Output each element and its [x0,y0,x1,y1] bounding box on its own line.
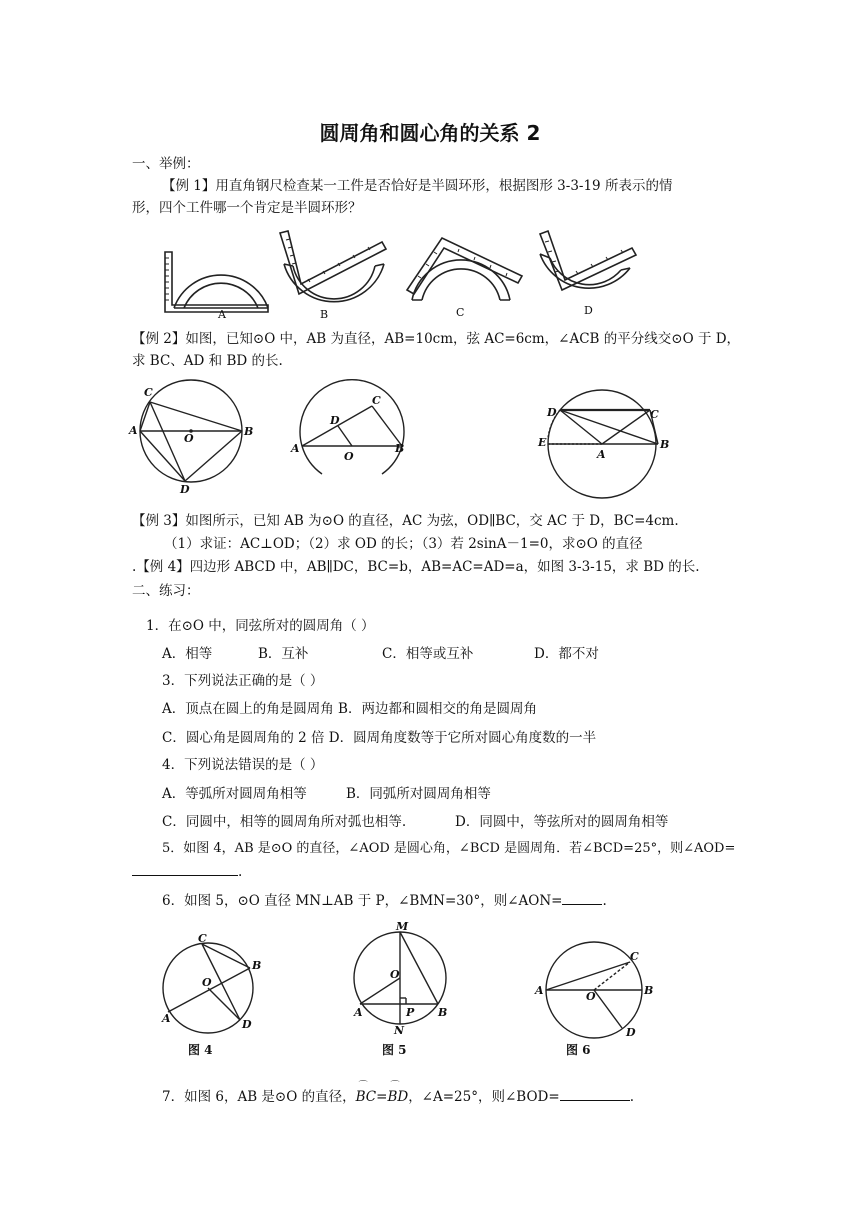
figure-6-caption: 图 6 [566,1043,591,1057]
svg-text:D: D [330,414,340,427]
question-1-stem: 1．在⊙O 中，同弦所对的圆周角（ ） [146,618,375,634]
question-1-option-d: D．都不对 [534,646,599,662]
svg-text:C: C [198,932,207,945]
example-3-figure [288,394,408,474]
svg-text:B: B [252,959,262,972]
question-7-line: 7．如图 6，AB 是⊙O 的直径，⌒ BC=⌒ BD，∠A=25°，则∠BOD= . [162,1087,634,1106]
question-7-text-start: 7．如图 6，AB 是⊙O 的直径， [162,1089,356,1105]
figure-4 [162,932,272,1058]
svg-text:D: D [547,406,557,419]
question-1-option-c: C．相等或互补 [382,646,474,662]
svg-text:M: M [396,920,409,933]
question-4-option-a: A．等弧所对圆周角相等 [162,786,307,802]
figure-5-caption: 图 5 [382,1043,407,1057]
svg-text:P: P [406,1006,415,1019]
question-4-stem: 4．下列说法错误的是（ ） [162,757,324,773]
question-7-text-end: ，∠A=25°，则∠BOD= [408,1089,560,1105]
section-heading-exercises: 二、练习： [132,583,200,599]
figure-4-caption: 图 4 [188,1043,213,1057]
example-3-line-1: 【例 3】如图所示，已知 AB 为⊙O 的直径，AC 为弦，OD∥BC，交 AC 于 D，BC=4cm. [132,513,679,529]
figure-6 [534,940,664,1060]
label-d: D [584,304,593,317]
example-2-line-2: 求 BC、AD 和 BD 的长. [132,353,283,369]
example-1-line-1: 【例 1】用直角钢尺检查某一工件是否恰好是半圆环形，根据图形 3-3-19 所表示的情 [162,178,673,194]
answer-blank[interactable] [560,1087,630,1101]
ruler-a [165,252,268,312]
svg-text:A: A [354,1006,363,1019]
svg-text:O: O [344,450,354,463]
svg-text:C: C [650,408,659,421]
svg-text:N: N [394,1024,405,1037]
question-5-text: 5．如图 4，AB 是⊙O 的直径，∠AOD 是圆心角，∠BCD 是圆周角．若∠BCD=25°，则∠AOD= [162,841,736,856]
svg-text:O: O [184,432,194,445]
question-6-line: 6．如图 5，⊙O 直径 MN⊥AB 于 P，∠BMN=30°，则∠AON= . [162,893,607,909]
question-1-option-a: A．相等 [162,646,213,662]
arc-bc: ⌒ BC [356,1088,377,1106]
label-a: A [218,308,226,321]
workpiece-c [412,260,510,300]
example-3-line-2: （1）求证：AC⊥OD；（2）求 OD 的长；（3）若 2sinA－1=0，求⊙O 的直径 [164,536,643,552]
svg-text:C: C [372,394,381,407]
arc-bd: ⌒ BD [387,1088,408,1106]
svg-text:A: A [129,424,138,437]
section-heading-examples: 一、举例： [132,156,200,172]
question-4-option-b: B．同弧所对圆周角相等 [346,786,491,802]
page-title: 圆周角和圆心角的关系 2 [319,121,541,145]
question-6-text: 6．如图 5，⊙O 直径 MN⊥AB 于 P，∠BMN=30°，则∠AON= [162,893,563,909]
answer-blank[interactable] [562,891,602,905]
svg-text:B: B [438,1006,448,1019]
workpiece-a [174,275,268,308]
example-1-line-2: 形，四个工件哪一个肯定是半圆环形？ [132,200,362,216]
svg-text:D: D [626,1026,636,1039]
svg-text:O: O [202,976,212,989]
svg-text:A: A [291,442,300,455]
svg-text:B: B [244,425,254,438]
svg-text:O: O [390,968,400,981]
svg-text:O: O [586,990,596,1003]
label-b: B [320,308,329,321]
ruler-d [540,231,636,290]
example-4-figure [534,388,674,496]
example-1-figure [160,228,660,320]
svg-text:A: A [162,1012,171,1025]
ruler-b [280,231,386,294]
question-4-option-c: C．同圆中，相等的圆周角所对弧也相等. [162,814,407,830]
question-3-stem: 3．下列说法正确的是（ ） [162,673,324,689]
figure-5 [350,918,450,1058]
svg-text:D: D [242,1018,252,1031]
example-2-figure [128,380,258,495]
example-2-line-1: 【例 2】如图，已知⊙O 中，AB 为直径，AB=10cm，弦 AC=6cm，∠ACB 的平分线交⊙O 于 D， [132,331,741,347]
question-1-option-b: B．互补 [258,646,309,662]
workpiece-b [284,264,384,302]
svg-text:B: B [644,984,654,997]
question-3-options-line-2: C．圆心角是圆周角的 2 倍 D．圆周角度数等于它所对圆心角度数的一半 [162,730,597,746]
svg-text:E: E [538,436,547,449]
answer-blank[interactable] [132,862,238,876]
svg-text:A: A [535,984,544,997]
label-c: C [456,306,465,319]
svg-text:C: C [630,950,639,963]
svg-text:A: A [597,448,606,461]
question-3-options-line-1: A．顶点在圆上的角是圆周角 B．两边都和圆相交的角是圆周角 [162,701,537,717]
svg-text:B: B [395,442,405,455]
example-4-line: .【例 4】四边形 ABCD 中，AB∥DC，BC=b，AB=AC=AD=a，如图 3-3-15，求 BD 的长. [132,559,700,575]
question-4-option-d: D．同圆中，等弦所对的圆周角相等 [455,814,669,830]
question-5-answer-line: . [132,862,242,881]
svg-text:C: C [144,386,153,399]
svg-text:D: D [180,483,190,496]
svg-text:B: B [660,438,670,451]
